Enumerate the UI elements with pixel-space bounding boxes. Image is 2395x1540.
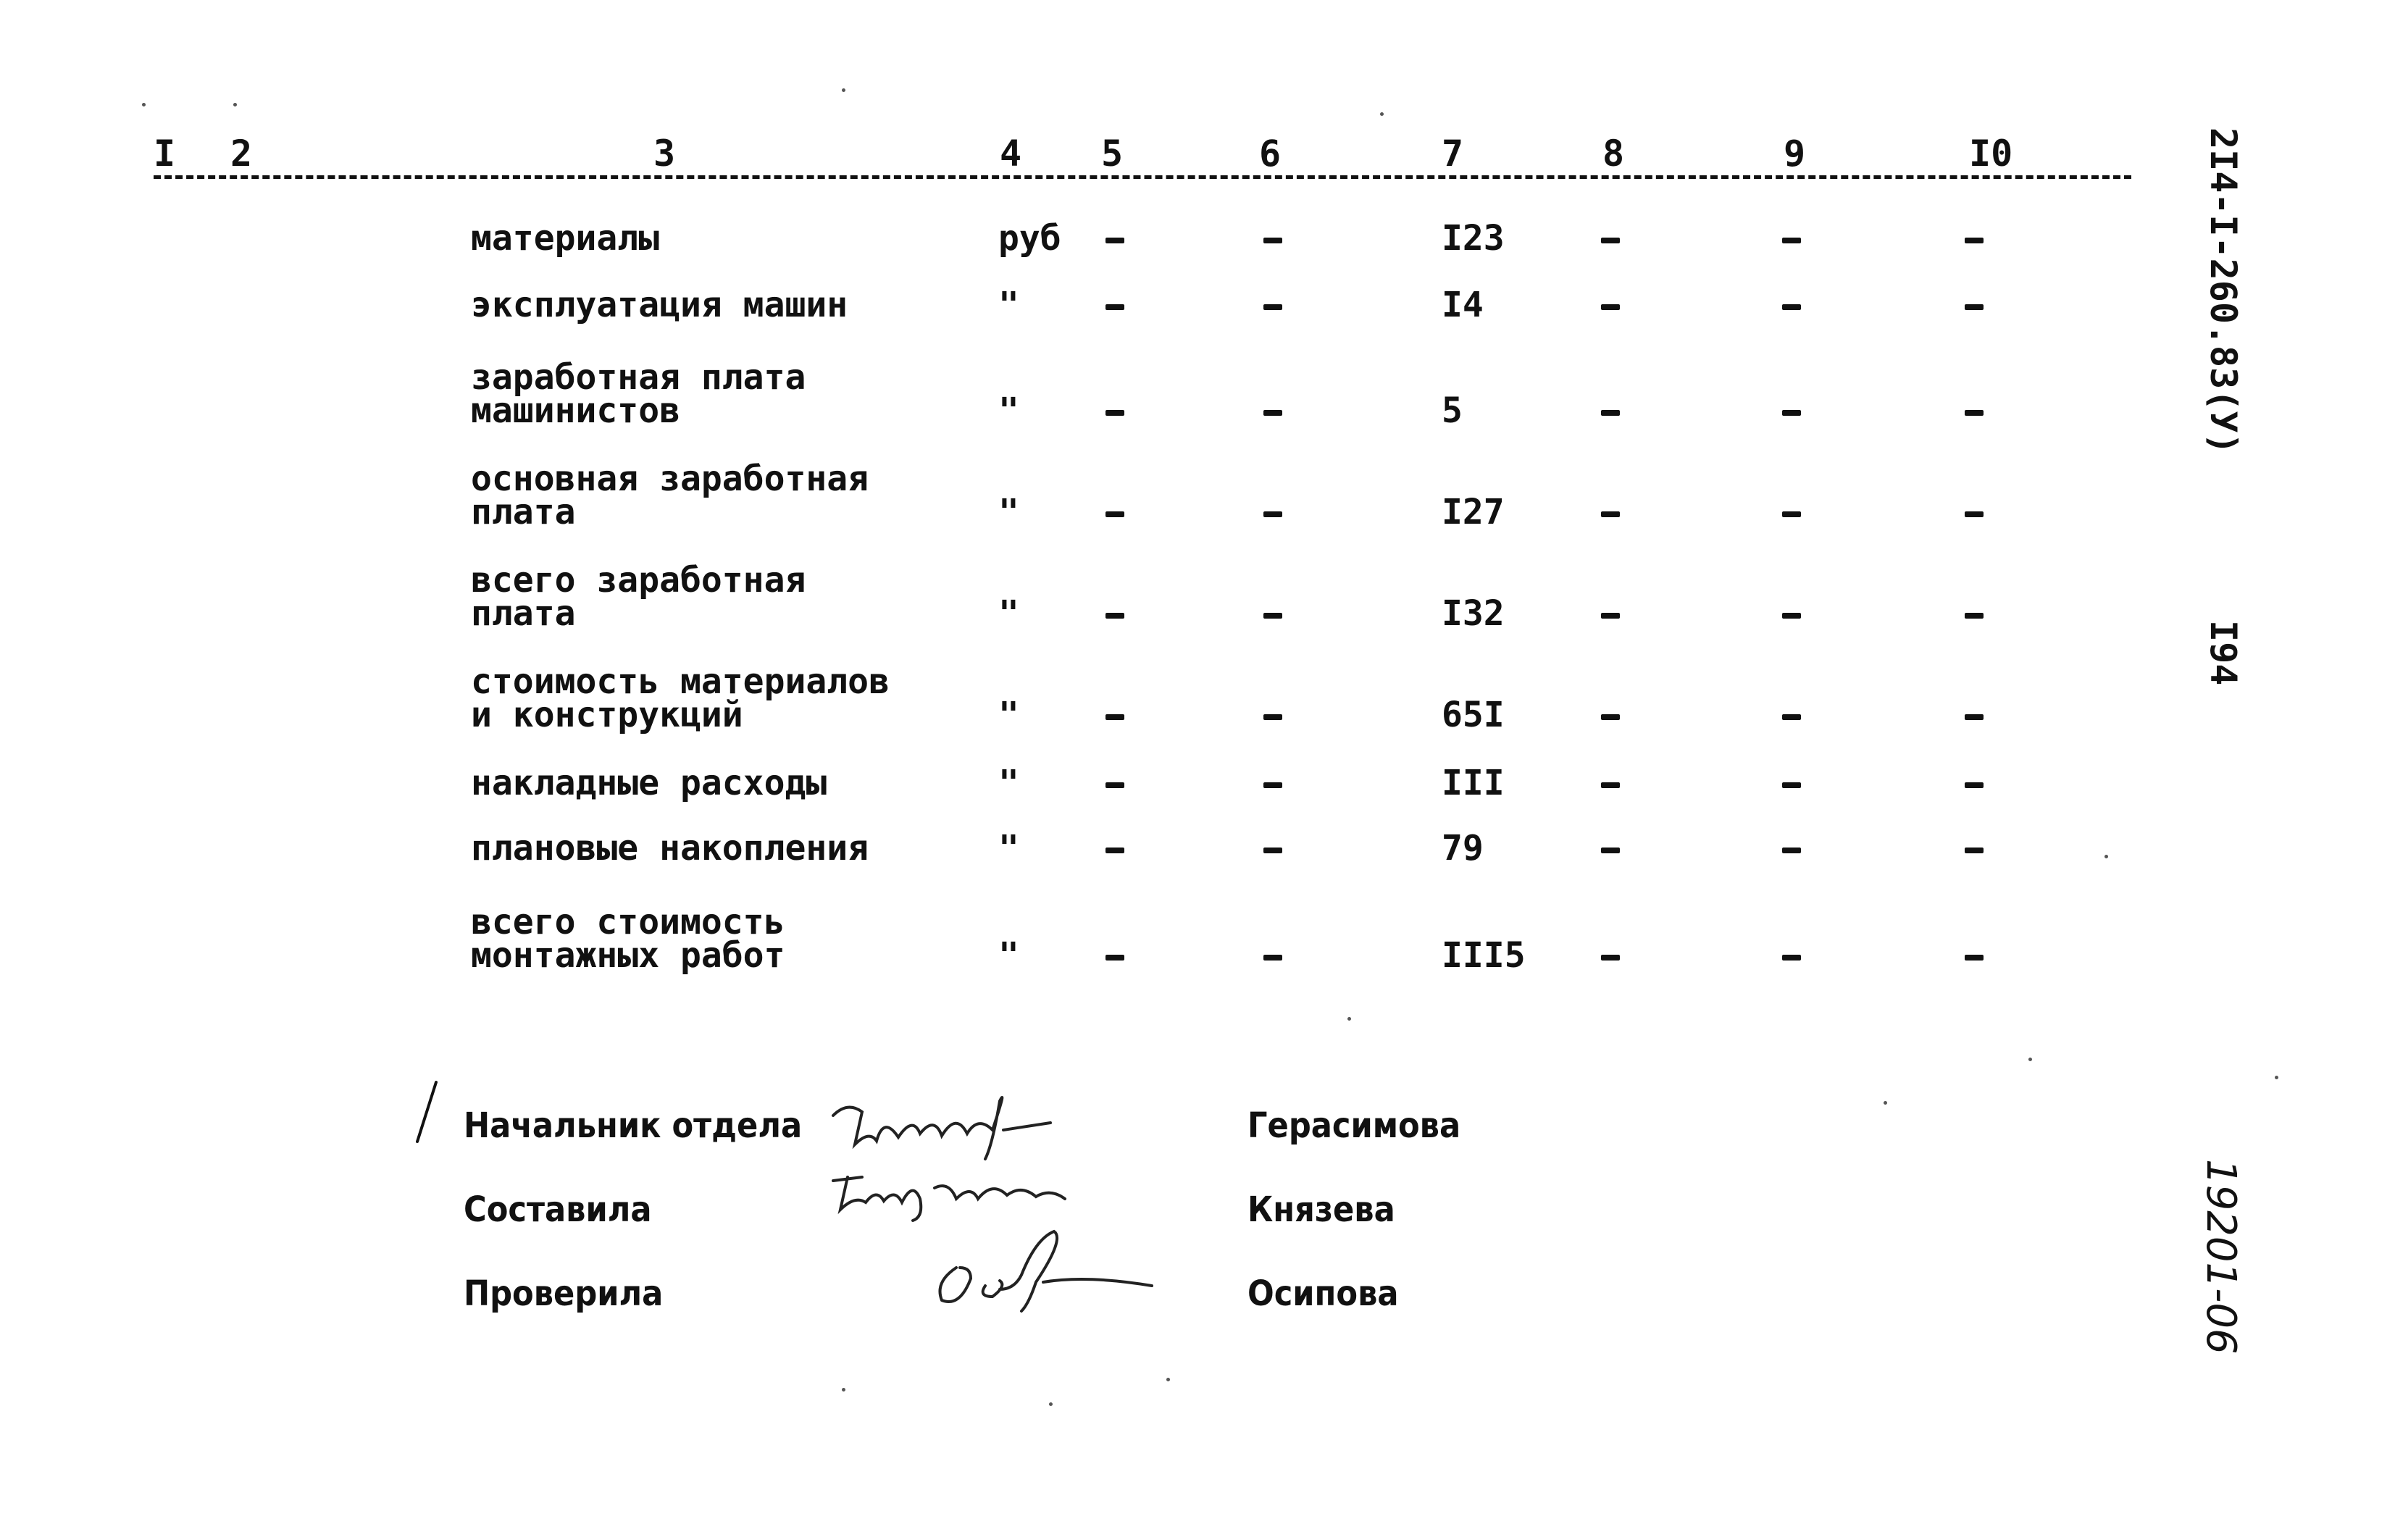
header-col-3: 3 — [653, 133, 676, 175]
row-label — [471, 357, 935, 431]
row-dash-c9 — [1782, 848, 1801, 853]
signature-checked-by — [927, 1217, 1174, 1318]
row-dash-c9 — [1782, 782, 1801, 788]
row-label-line: и конструкций — [471, 695, 743, 735]
scan-speck — [142, 103, 146, 106]
row-dash-c9 — [1782, 613, 1801, 619]
row-unit: " — [998, 695, 1019, 735]
row-dash-c8 — [1601, 955, 1620, 961]
row-value-col7: I27 — [1442, 492, 1505, 532]
row-label-line: всего заработная — [471, 560, 806, 600]
scan-speck — [233, 103, 237, 106]
document-code: 2I4-I-260.83(У) — [2202, 127, 2244, 455]
row-dash-c5 — [1105, 955, 1124, 961]
row-dash-c5 — [1105, 848, 1124, 853]
row-dash-c6 — [1263, 782, 1282, 788]
row-dash-c8 — [1601, 238, 1620, 243]
row-dash-c6 — [1263, 714, 1282, 720]
row-dash-c6 — [1263, 613, 1282, 619]
row-dash-c8 — [1601, 782, 1620, 788]
row-dash-c5 — [1105, 613, 1124, 619]
scan-speck — [2275, 1076, 2278, 1079]
role-compiled-by: Составила — [464, 1189, 652, 1230]
row-label — [471, 902, 935, 976]
row-dash-c5 — [1105, 714, 1124, 720]
scan-speck — [842, 88, 845, 92]
row-dash-c9 — [1782, 410, 1801, 416]
row-dash-c10 — [1965, 955, 1984, 961]
scan-speck — [842, 1388, 845, 1392]
row-dash-c8 — [1601, 848, 1620, 853]
row-dash-c8 — [1601, 613, 1620, 619]
row-dash-c6 — [1263, 955, 1282, 961]
row-label — [471, 763, 935, 803]
scan-speck — [2028, 1058, 2032, 1061]
row-dash-c10 — [1965, 304, 1984, 310]
scan-speck — [1884, 1101, 1887, 1105]
name-checked-by: Осипова — [1247, 1273, 1399, 1314]
row-dash-c8 — [1601, 714, 1620, 720]
row-dash-c10 — [1965, 238, 1984, 243]
row-label-line: плата — [471, 492, 576, 532]
header-divider — [154, 175, 2131, 179]
row-dash-c6 — [1263, 848, 1282, 853]
page-number: I94 — [2202, 620, 2244, 686]
row-dash-c6 — [1263, 238, 1282, 243]
row-label — [471, 459, 935, 532]
row-dash-c9 — [1782, 238, 1801, 243]
row-value-col7: III — [1442, 763, 1505, 803]
row-value-col7: 65I — [1442, 695, 1505, 735]
header-col-2: 2 — [230, 133, 253, 175]
row-label-line: машинистов — [471, 390, 680, 431]
row-unit: " — [998, 390, 1019, 431]
row-label — [471, 218, 935, 259]
signature-head-of-department — [819, 1072, 1137, 1166]
row-dash-c10 — [1965, 848, 1984, 853]
row-unit: " — [998, 593, 1019, 634]
header-col-4: 4 — [1000, 133, 1022, 175]
row-label-line: эксплуатация машин — [471, 285, 848, 325]
row-dash-c9 — [1782, 511, 1801, 517]
row-dash-c10 — [1965, 410, 1984, 416]
slash-mark — [413, 1079, 442, 1144]
row-label — [471, 560, 935, 634]
row-label-line: основная заработная — [471, 459, 869, 499]
row-label-line: всего стоимость — [471, 902, 785, 942]
row-dash-c5 — [1105, 238, 1124, 243]
scan-speck — [1049, 1402, 1053, 1406]
header-col-6: 6 — [1259, 133, 1282, 175]
header-col-1: I — [154, 133, 176, 175]
row-unit: " — [998, 763, 1019, 803]
row-unit: " — [998, 285, 1019, 325]
row-dash-c5 — [1105, 304, 1124, 310]
row-label-line: монтажных работ — [471, 935, 785, 976]
row-dash-c9 — [1782, 304, 1801, 310]
header-col-9: 9 — [1784, 133, 1806, 175]
row-dash-c10 — [1965, 613, 1984, 619]
row-value-col7: 79 — [1442, 828, 1484, 869]
header-col-10: I0 — [1969, 133, 2013, 175]
row-dash-c10 — [1965, 714, 1984, 720]
header-col-5: 5 — [1101, 133, 1124, 175]
row-label-line: плановые накопления — [471, 828, 869, 869]
row-dash-c8 — [1601, 304, 1620, 310]
header-col-7: 7 — [1442, 133, 1464, 175]
row-dash-c8 — [1601, 511, 1620, 517]
row-value-col7: III5 — [1442, 935, 1526, 976]
row-label — [471, 661, 935, 735]
row-label-line: стоимость материалов — [471, 661, 890, 702]
row-dash-c6 — [1263, 410, 1282, 416]
row-dash-c6 — [1263, 304, 1282, 310]
row-dash-c9 — [1782, 714, 1801, 720]
row-label-line: материалы — [471, 218, 660, 259]
row-label — [471, 828, 935, 869]
row-unit: " — [998, 492, 1019, 532]
scan-speck — [1347, 1017, 1351, 1021]
row-value-col7: I4 — [1442, 285, 1484, 325]
row-dash-c8 — [1601, 410, 1620, 416]
row-value-col7: I23 — [1442, 218, 1505, 259]
row-unit: " — [998, 828, 1019, 869]
scan-speck — [1166, 1378, 1170, 1381]
row-unit: " — [998, 935, 1019, 976]
inventory-number: 19201-06 — [2197, 1159, 2244, 1355]
row-label-line: плата — [471, 593, 576, 634]
row-value-col7: I32 — [1442, 593, 1505, 634]
row-dash-c9 — [1782, 955, 1801, 961]
row-label — [471, 285, 935, 325]
row-dash-c5 — [1105, 782, 1124, 788]
row-unit: руб — [998, 218, 1061, 259]
row-dash-c5 — [1105, 511, 1124, 517]
header-col-8: 8 — [1602, 133, 1625, 175]
row-label-line: накладные расходы — [471, 763, 827, 803]
row-label-line: заработная плата — [471, 357, 806, 398]
scan-speck — [2104, 855, 2108, 858]
name-compiled-by: Князева — [1247, 1189, 1395, 1230]
row-dash-c10 — [1965, 511, 1984, 517]
role-head-of-department: Начальник отдела — [464, 1105, 803, 1146]
name-head-of-department: Герасимова — [1247, 1105, 1461, 1146]
row-value-col7: 5 — [1442, 390, 1463, 431]
signature-compiled-by — [826, 1159, 1116, 1224]
row-dash-c10 — [1965, 782, 1984, 788]
row-dash-c6 — [1263, 511, 1282, 517]
row-dash-c5 — [1105, 410, 1124, 416]
role-checked-by: Проверила — [464, 1273, 664, 1314]
scan-speck — [1380, 112, 1384, 116]
